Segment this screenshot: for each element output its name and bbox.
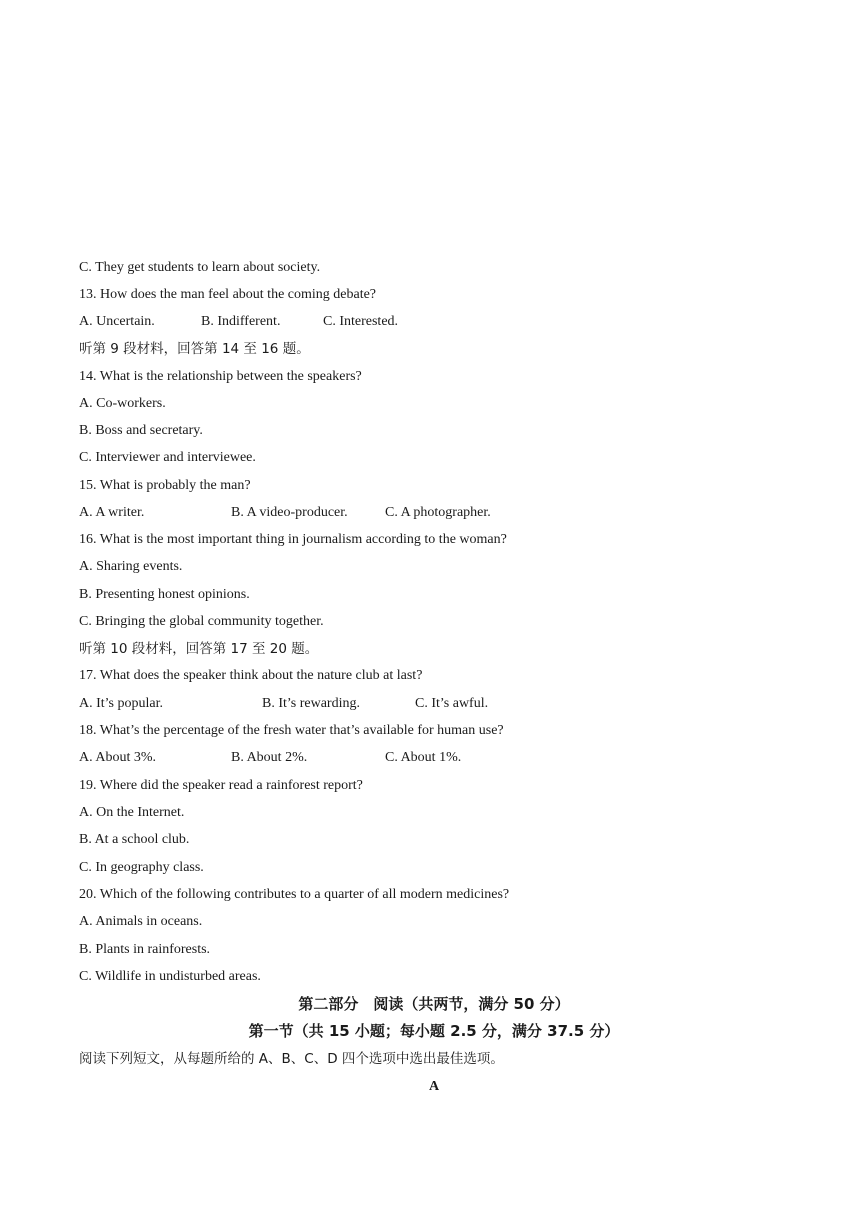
q14-stem: 14. What is the relationship between the speakers?	[79, 369, 362, 384]
q15-option-a: A. A writer.	[79, 505, 145, 520]
section1-heading: 第一节（共 15 小题；每小题 2.5 分，满分 37.5 分）	[248, 1022, 620, 1040]
q20-option-b: B. Plants in rainforests.	[79, 942, 211, 957]
section10-instruction: 听第 10 段材料，回答第 17 至 20 题。	[79, 641, 319, 657]
q20-option-c: C. Wildlife in undisturbed areas.	[79, 969, 261, 984]
q20-stem: 20. Which of the following contributes to a quarter of all modern medicines?	[79, 887, 510, 902]
q19-stem: 19. Where did the speaker read a rainforest report?	[79, 778, 363, 793]
q13-option-a: A. Uncertain.	[79, 314, 155, 329]
q14-option-c: C. Interviewer and interviewee.	[79, 450, 256, 465]
q19-option-c: C. In geography class.	[79, 860, 204, 875]
q18-option-a: A. About 3%.	[79, 750, 156, 765]
q13-option-b: B. Indifferent.	[201, 314, 281, 329]
q16-option-b: B. Presenting honest opinions.	[79, 587, 250, 602]
q16-option-c: C. Bringing the global community together.	[79, 614, 324, 629]
passage-label: A	[428, 1079, 440, 1094]
q16-stem: 16. What is the most important thing in journalism according to the woman?	[79, 532, 507, 547]
q18-stem: 18. What’s the percentage of the fresh water that’s available for human use?	[79, 723, 504, 738]
q15-option-b: B. A video-producer.	[231, 505, 348, 520]
q20-option-a: A. Animals in oceans.	[79, 914, 203, 929]
section9-instruction: 听第 9 段材料，回答第 14 至 16 题。	[79, 341, 310, 357]
q17-option-a: A. It’s popular.	[79, 696, 163, 711]
q13-stem: 13. How does the man feel about the coming debate?	[79, 287, 377, 302]
q19-option-a: A. On the Internet.	[79, 805, 185, 820]
q15-option-c: C. A photographer.	[385, 505, 491, 520]
q13-option-c: C. Interested.	[323, 314, 399, 329]
q14-option-a: A. Co-workers.	[79, 396, 166, 411]
q18-option-b: B. About 2%.	[231, 750, 308, 765]
q16-option-a: A. Sharing events.	[79, 559, 183, 574]
q18-option-c: C. About 1%.	[385, 750, 462, 765]
q17-option-b: B. It’s rewarding.	[262, 696, 360, 711]
q15-stem: 15. What is probably the man?	[79, 478, 251, 493]
q14-option-b: B. Boss and secretary.	[79, 423, 203, 438]
q12-option-c: C. They get students to learn about society.	[79, 260, 321, 275]
q17-option-c: C. It’s awful.	[415, 696, 489, 711]
part2-heading: 第二部分 阅读（共两节，满分 50 分）	[298, 995, 570, 1013]
reading-instruction: 阅读下列短文，从每题所给的 A、B、C、D 四个选项中选出最佳选项。	[79, 1051, 504, 1067]
q17-stem: 17. What does the speaker think about the nature club at last?	[79, 668, 423, 683]
q19-option-b: B. At a school club.	[79, 832, 190, 847]
